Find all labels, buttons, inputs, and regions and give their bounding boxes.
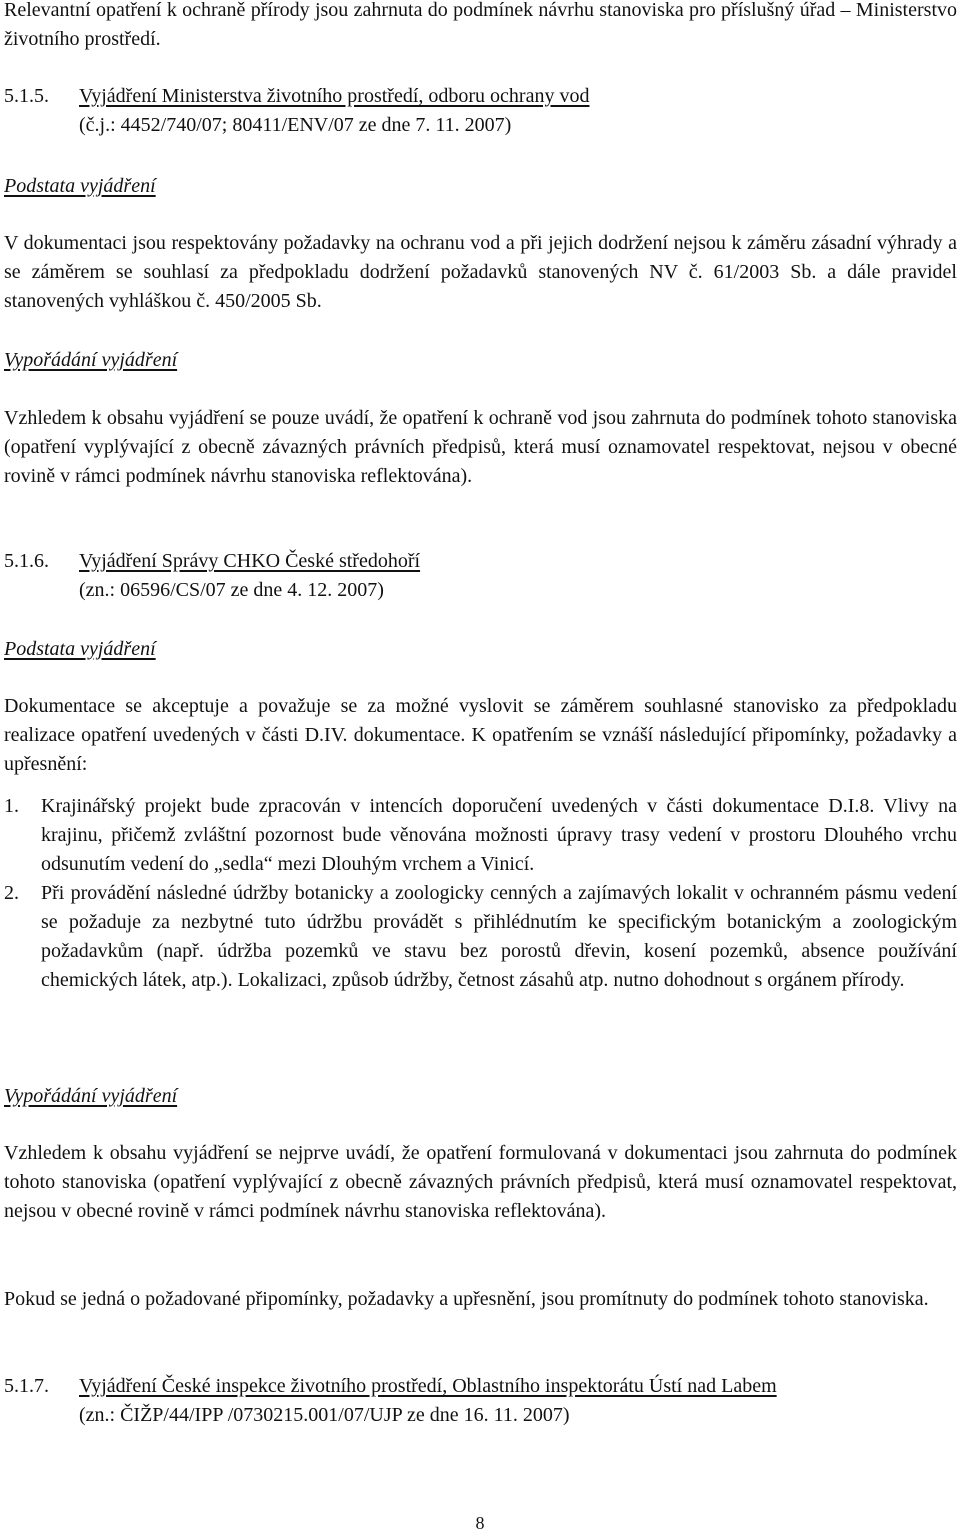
- section-515-number: 5.1.5.: [4, 85, 49, 107]
- section-515-podstata-text: V dokumentaci jsou respektovány požadavky na ochranu vod a při jejich dodržení nejsou k záměru zásadní výhrady a se záměrem se souhlasí za předpokladu dodržení požadavků stanovených NV č. 61/2003 Sb. a dále pravidel stanovených vyhláškou č. 450/2005 Sb.: [4, 232, 957, 312]
- section-516-list: [4, 792, 957, 995]
- list-item-text: Při provádění následné údržby botanicky a zoologicky cenných a zajímavých lokalit v ochranném pásmu vedení se požaduje za nezbytné tuto údržbu provádět s přihlédnutím ke specifickým botanickým a zoologickým požadavkům (např. údržba pozemků ve stavu bez porostů dřevin, kosení pozemků, absence používání chemických látek, atp.). Lokalizaci, způsob údržby, četnost zásahů atp. nutno dohodnout s orgánem přírody.: [41, 882, 957, 991]
- section-516-heading: [4, 547, 957, 605]
- section-517-heading: [4, 1372, 957, 1430]
- intro-paragraph: Relevantní opatření k ochraně přírody jsou zahrnuta do podmínek návrhu stanoviska pro příslušný úřad – Ministerstvo životního prostředí.: [4, 0, 957, 50]
- section-517-ref: (zn.: ČIŽP/44/IPP /0730215.001/07/UJP ze dne 16. 11. 2007): [79, 1404, 570, 1426]
- section-515-ref: (č.j.: 4452/740/07; 80411/ENV/07 ze dne 7. 11. 2007): [79, 114, 512, 136]
- list-item-number: 1.: [4, 795, 19, 817]
- section-515-title: Vyjádření Ministerstva životního prostředí, odboru ochrany vod: [79, 85, 590, 107]
- section-515-vyporadani-heading: Vypořádání vyjádření: [4, 349, 178, 371]
- section-516-podstata-text: Dokumentace se akceptuje a považuje se za možné vyslovit se záměrem souhlasné stanovisko za předpokladu realizace opatření uvedených v části D.IV. dokumentace. K opatřením se vznáší následující připomínky, požadavky a upřesnění:: [4, 695, 957, 775]
- page-number: 8: [475, 1513, 485, 1533]
- section-516-pokud-text: Pokud se jedná o požadované připomínky, požadavky a upřesnění, jsou promítnuty do podmínek tohoto stanoviska.: [4, 1288, 929, 1310]
- list-item: [4, 879, 957, 995]
- section-517-title: Vyjádření České inspekce životního prostředí, Oblastního inspektorátu Ústí nad Labem: [79, 1375, 777, 1397]
- section-515-podstata-heading: Podstata vyjádření: [4, 175, 156, 197]
- section-516-vyporadani-heading: Vypořádání vyjádření: [4, 1085, 178, 1107]
- list-item: [4, 792, 957, 879]
- list-item-number: 2.: [4, 882, 19, 904]
- section-516-title: Vyjádření Správy CHKO České středohoří: [79, 550, 421, 572]
- section-516-ref: (zn.: 06596/CS/07 ze dne 4. 12. 2007): [79, 579, 384, 601]
- section-516-vyporadani-text: Vzhledem k obsahu vyjádření se nejprve uvádí, že opatření formulovaná v dokumentaci jsou zahrnuta do podmínek tohoto stanoviska (opatření vyplývající z obecně závazných právních předpisů, která musí oznamovatel respektovat, nejsou v obecné rovině v rámci podmínek návrhu stanoviska reflektována).: [4, 1142, 957, 1222]
- section-515-heading: [4, 82, 957, 140]
- section-517-number: 5.1.7.: [4, 1375, 49, 1397]
- section-516-number: 5.1.6.: [4, 550, 49, 572]
- section-515-vyporadani-text: Vzhledem k obsahu vyjádření se pouze uvádí, že opatření k ochraně vod jsou zahrnuta do podmínek tohoto stanoviska (opatření vyplývající z obecně závazných právních předpisů, která musí oznamovatel respektovat, nejsou v obecné rovině v rámci podmínek návrhu stanoviska reflektována).: [4, 407, 957, 487]
- section-516-podstata-heading: Podstata vyjádření: [4, 638, 156, 660]
- list-item-text: Krajinářský projekt bude zpracován v intencích doporučení uvedených v části dokumentace D.I.8. Vlivy na krajinu, přičemž zvláštní pozornost bude věnována možnosti úpravy trasy vedení v prostoru Dlouhého vrchu odsunutím vedení do „sedla“ mezi Dlouhým vrchem a Vinicí.: [41, 795, 957, 875]
